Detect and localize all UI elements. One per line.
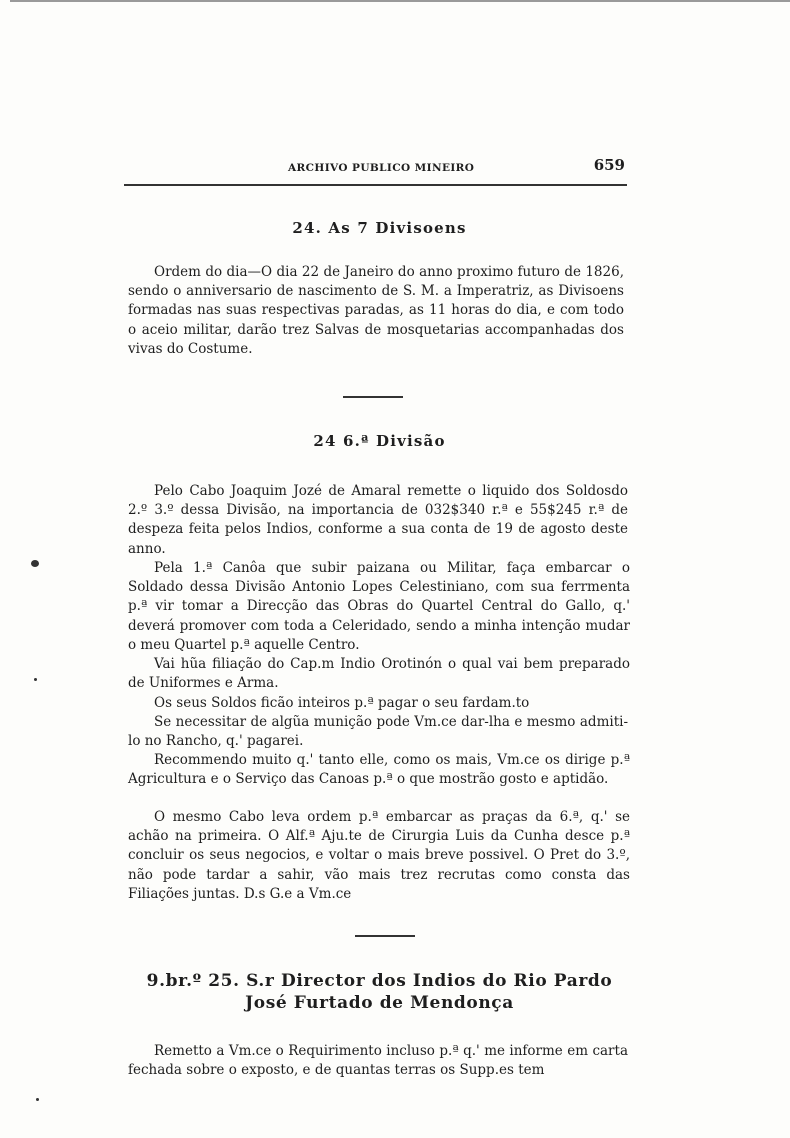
section-separator	[355, 935, 415, 937]
paragraph-soldos: Os seus Soldos ficão inteiros p.ª pagar o seu fardam.to	[154, 695, 530, 711]
paragraph-ordem-do-dia: Ordem do dia—O dia 22 de Janeiro do anno proximo futuro de 1826, sendo o anniversario de nascimento de S. M. a Imperatriz, as Divisoens formadas nas suas respectivas paradas, as 11 horas do dia, e com todo o aceio militar, darão trez Salvas de mosquetarias accompanhadas dos vivas do Costume.	[128, 264, 624, 357]
running-title: ARCHIVO PUBLICO MINEIRO	[288, 162, 475, 174]
paragraph-requirimento: Remetto a Vm.ce o Requirimento incluso p.ª q.' me informe em carta fechada sobre o exposto, e de quantas terras os Supp.es tem	[128, 1043, 628, 1079]
paragraph-filiacao: Vai hũa filiação do Cap.m Indio Orotinón o qual vai bem preparado de Uniformes e Arma.	[128, 656, 630, 692]
paragraph-mesmo-cabo: O mesmo Cabo leva ordem p.ª embarcar as praças da 6.ª, q.' se achão na primeira. O Alf.ª Aju.te de Cirurgia Luis da Cunha desce p.ª concluir os seus negocios, e voltar o mais breve possivel. O Pret do 3.º, não pode tardar a sahir, vão mais trez recrutas como consta das Filiações juntas. D.s G.e a Vm.ce	[128, 809, 630, 902]
section-separator	[343, 396, 403, 398]
scan-speck	[34, 678, 37, 681]
paragraph-canoa: Pela 1.ª Canôa que subir paizana ou Militar, faça embarcar o Soldado dessa Divisão Antonio Lopes Celestiniano, com sua ferrmenta p.ª vir tomar a Direcção das Obras do Quartel Central do Gallo, q.' deverá promover com toda a Celeridado, sendo a minha intenção mudar o meu Quartel p.ª aquelle Centro.	[128, 560, 630, 653]
page-top-edge-rule	[10, 0, 790, 2]
scan-speck	[31, 560, 39, 567]
section-heading-director-rio-pardo: 9.br.º 25. S.r Director dos Indios do Rio Pardo José Furtado de Mendonça	[146, 971, 613, 1013]
running-header	[124, 156, 627, 178]
section-heading-as-7-divisoens: 24. As 7 Divisoens	[292, 219, 467, 237]
header-rule	[124, 184, 627, 186]
paragraph-recommendo: Recommendo muito q.' tanto elle, como os mais, Vm.ce os dirige p.ª Agricultura e o Serviço das Canoas p.ª o que mostrão gosto e aptidão.	[128, 752, 630, 788]
section-heading-6-divisao: 24 6.ª Divisão	[313, 432, 446, 450]
page-number: 659	[593, 156, 625, 174]
scan-speck	[36, 1098, 39, 1101]
paragraph-municao: Se necessitar de algũa munição pode Vm.ce dar-lha e mesmo admiti-lo no Rancho, q.' pagarei.	[128, 714, 628, 750]
paragraph-cabo-joaquim: Pelo Cabo Joaquim Jozé de Amaral remette o liquido dos Soldosdo 2.º 3.º dessa Divisão, na importancia de 032$340 r.ª e 55$245 r.ª de despeza feita pelos Indios, conforme a sua conta de 19 de agosto deste anno.	[128, 483, 628, 557]
